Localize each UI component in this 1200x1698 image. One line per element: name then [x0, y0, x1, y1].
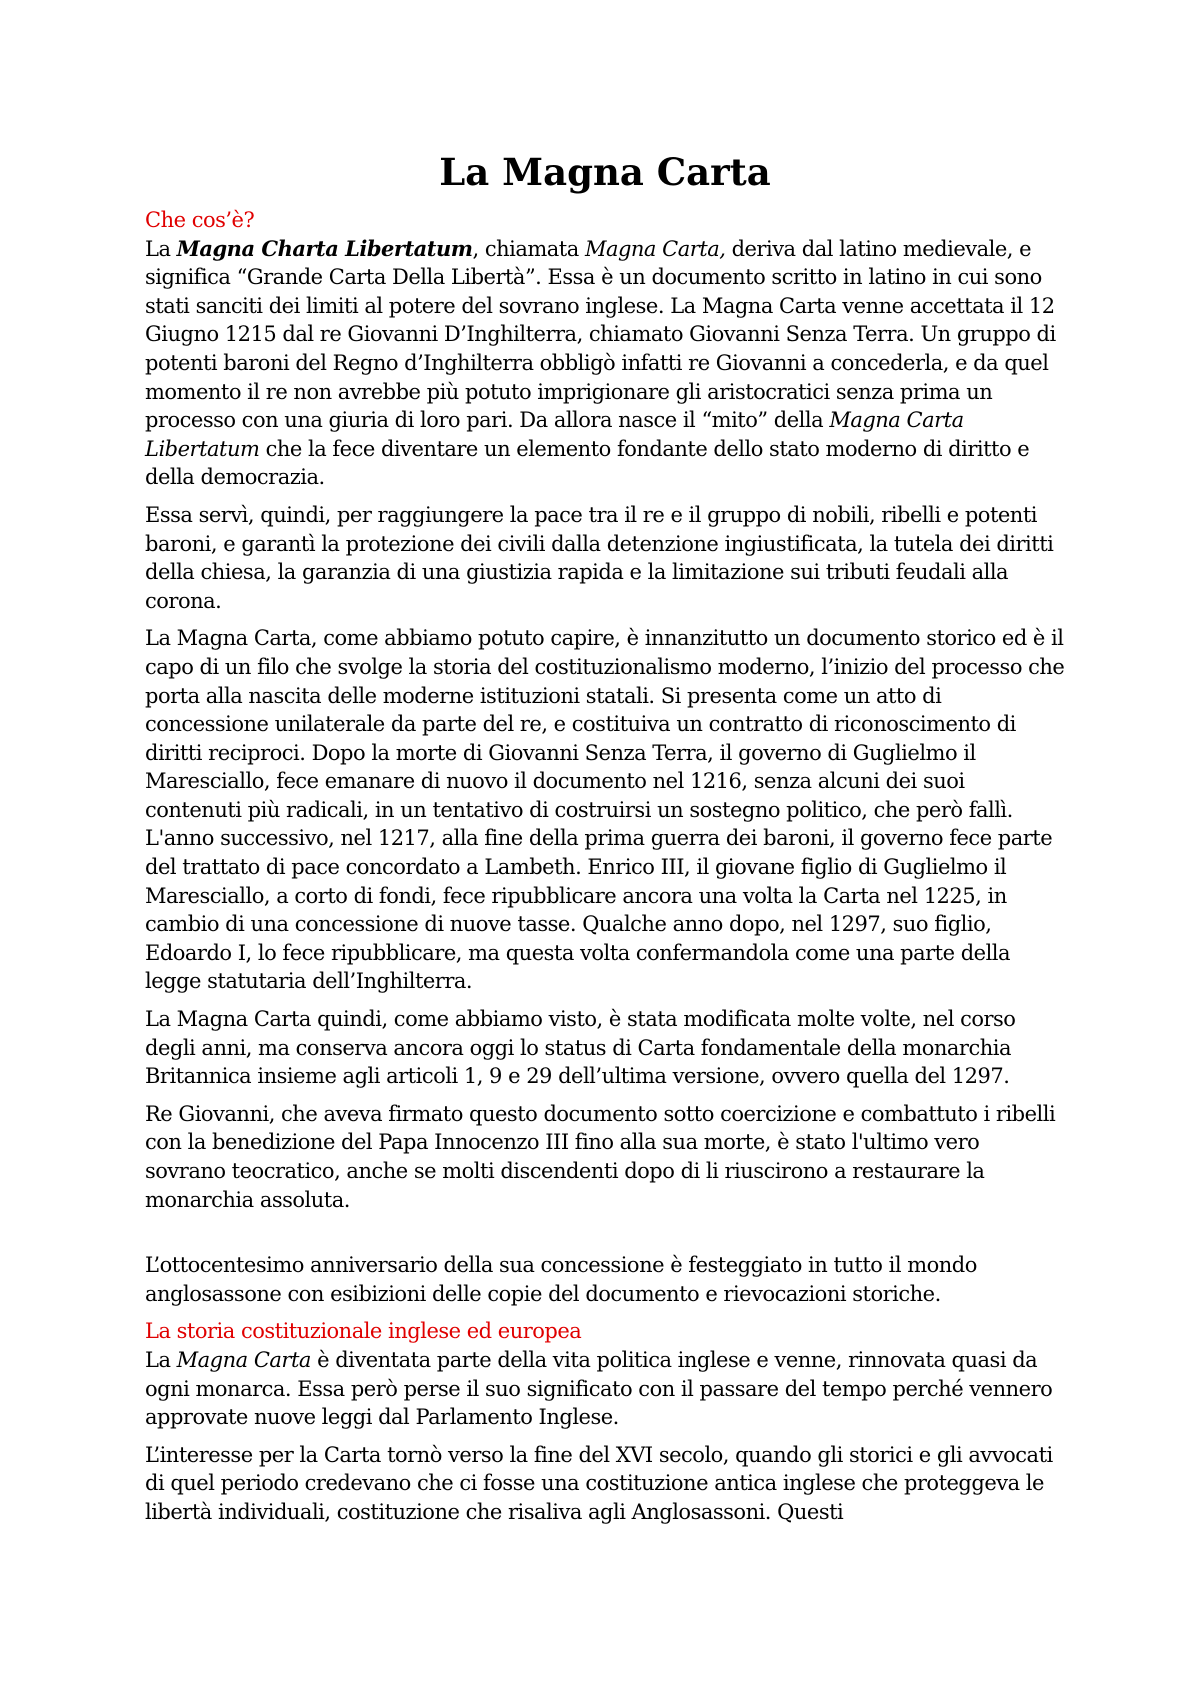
text-run: deriva dal latino medievale, e significa “Grande Carta Della Libertà”. Essa è un documento scritto in latino in cui sono stati sanciti dei limiti al potere del sovrano inglese. La Magna Carta venne accettata il 12 Giugno 1215 dal re Giovanni D’Inghilterra, chiamato Giovanni Senza Terra. Un gruppo di potenti baroni del Regno d’Inghilterra obbligò infatti re Giovanni a concederla, e da quel momento il re non avrebbe più potuto imprigionare gli aristocratici senza prima un processo con una giuria di loro pari. Da allora nasce il “mito” della: [145, 236, 1056, 433]
paragraph-5: Re Giovanni, che aveva firmato questo documento sotto coercizione e combattuto i ribelli con la benedizione del Papa Innocenzo III fino alla sua morte, è stato l'ultimo vero sovrano teocratico, anche se molti discendenti dopo di li riuscirono a restaurare la monarchia assoluta.: [145, 1101, 1056, 1212]
paragraph-7: [145, 1346, 1065, 1432]
document-title: La Magna Carta: [439, 150, 771, 194]
text-run: , chiamata: [472, 236, 585, 261]
paragraph-1: [145, 235, 1065, 492]
paragraph-8: L’interesse per la Carta tornò verso la fine del XVI secolo, quando gli storici e gli avvocati di quel periodo credevano che ci fosse una costituzione antica inglese che proteggeva le libertà individuali, costituzione che risaliva agli Anglosassoni. Questi: [145, 1442, 1053, 1524]
section-heading-storia-costituzionale: La storia costituzionale inglese ed europea: [145, 1319, 582, 1344]
text-run: La: [145, 236, 177, 261]
text-run: è diventata parte della vita politica inglese e venne, rinnovata quasi da ogni monarca. Essa però perse il suo significato con il passare del tempo perché vennero approvate nuove leggi dal Parlamento Inglese.: [145, 1347, 1053, 1430]
text-run: che la fece diventare un elemento fondante dello stato moderno di diritto e della democrazia.: [145, 436, 1030, 490]
document-page: [145, 150, 1065, 1536]
paragraph-6: L’ottocentesimo anniversario della sua concessione è festeggiato in tutto il mondo anglosassone con esibizioni delle copie del documento e rievocazioni storiche.: [145, 1253, 977, 1306]
paragraph-2: Essa servì, quindi, per raggiungere la pace tra il re e il gruppo di nobili, ribelli e potenti baroni, e garantì la protezione dei civili dalla detenzione ingiustificata, la tutela dei diritti della chiesa, la garanzia di una giustizia rapida e la limitazione sui tributi feudali alla corona.: [145, 502, 1054, 613]
text-run-italic: Magna Carta,: [584, 236, 726, 261]
blank-line: [145, 1223, 1065, 1251]
text-run-italic: Magna Carta: [176, 1347, 311, 1372]
paragraph-3: La Magna Carta, come abbiamo potuto capire, è innanzitutto un documento storico ed è il capo di un filo che svolge la storia del costituzionalismo moderno, l’inizio del processo che porta alla nascita delle moderne istituzioni statali. Si presenta come un atto di concessione unilaterale da parte del re, e costituiva un contratto di riconoscimento di diritti reciproci. Dopo la morte di Giovanni Senza Terra, il governo di Guglielmo il Maresciallo, fece emanare di nuovo il documento nel 1216, senza alcuni dei suoi contenuti più radicali, in un tentativo di costruirsi un sostegno politico, che però fallì. L'anno successivo, nel 1217, alla fine della prima guerra dei baroni, il governo fece parte del trattato di pace concordato a Lambeth. Enrico III, il giovane figlio di Guglielmo il Maresciallo, a corto di fondi, fece ripubblicare ancora una volta la Carta nel 1225, in cambio di una concessione di nuove tasse. Qualche anno dopo, nel 1297, suo figlio, Edoardo I, lo fece ripubblicare, ma questa volta confermandola come una parte della legge statutaria dell’Inghilterra.: [145, 626, 1065, 994]
section-heading-che-cose: Che cos’è?: [145, 208, 255, 232]
text-run: La: [145, 1347, 177, 1372]
text-run-bold-italic: Magna Charta Libertatum: [176, 235, 473, 261]
text-run-italic: Magna Carta Libertatum: [145, 408, 964, 461]
paragraph-4: La Magna Carta quindi, come abbiamo visto, è stata modificata molte volte, nel corso degli anni, ma conserva ancora oggi lo status di Carta fondamentale della monarchia Britannica insieme agli articoli 1, 9 e 29 dell’ultima versione, ovvero quella del 1297.: [145, 1007, 1016, 1089]
